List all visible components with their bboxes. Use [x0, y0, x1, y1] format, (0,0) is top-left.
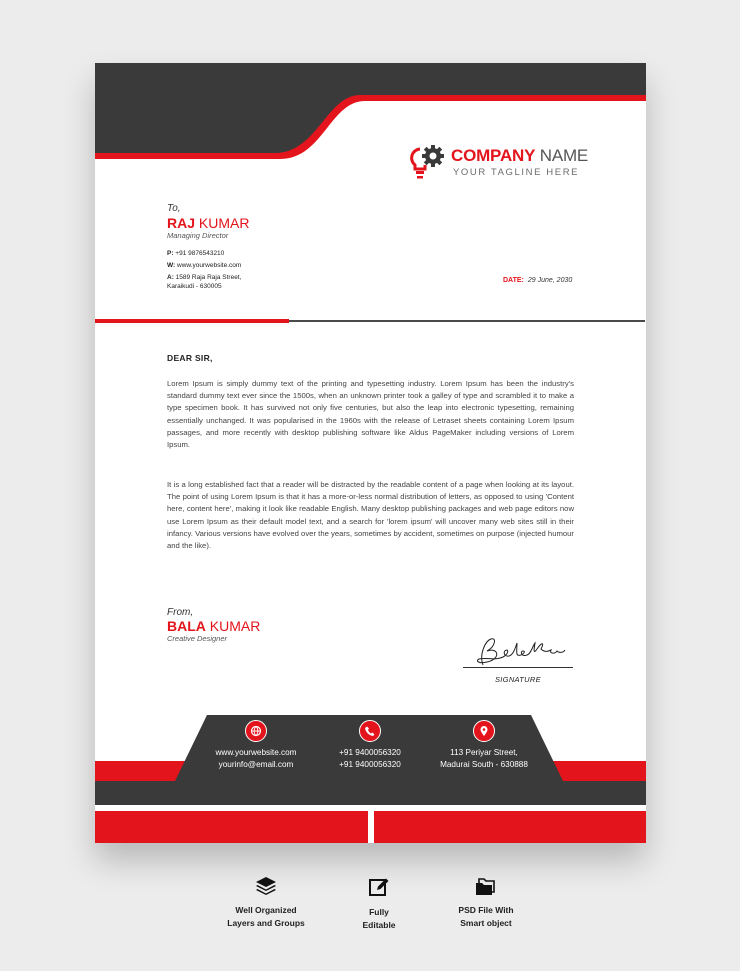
- sender-title: Creative Designer: [167, 634, 228, 643]
- folder-icon: [475, 876, 497, 896]
- company-name-bold: COMPANY: [451, 146, 536, 165]
- footer-web-contact: [191, 747, 321, 771]
- body-paragraph-2: It is a long established fact that a reader will be distracted by the readable content of a page when looking at its layout. The point of using Lorem Ipsum is that it has a more-or-less normal distribution of letters, as opposed to using 'Content here, content here', making it look like readable English. Many desktop publishing packages and web page editors now use Lorem Ipsum as their default model text, and a search for 'lorem ipsum' will uncover many web sites still in their infancy. Various versions have evolved over the years, sometimes by accident, sometimes on purpose (injected humour and the like).: [167, 480, 574, 551]
- sender-last-name: KUMAR: [205, 618, 261, 634]
- lightbulb-gear-icon: [407, 143, 447, 183]
- company-logo: [407, 143, 627, 183]
- signature-label: SIGNATURE: [495, 675, 541, 684]
- address-line-2: Karaikudi - 630005: [167, 283, 222, 290]
- location-pin-icon: [473, 720, 495, 742]
- recipient-web: [167, 261, 367, 270]
- recipient-block: [167, 203, 367, 291]
- web-label: W:: [167, 262, 176, 269]
- footer-address-line-2: Madurai South - 630888: [440, 760, 528, 769]
- date-value: 29 June, 2030: [527, 277, 573, 284]
- from-label: From,: [167, 607, 194, 618]
- company-name-rest: NAME: [535, 146, 589, 165]
- phone-value: +91 9876543210: [173, 250, 225, 257]
- body-paragraph-1: Lorem Ipsum is simply dummy text of the printing and typesetting industry. Lorem Ipsum has been the industry's standard dummy text ever since the 1500s, when an unknown printer took a galley of type and scrambled it to make a type specimen book. It has survived not only five centuries, but also the leap into electronic typesetting, remaining essentially unchanged. It was popularised in the 1960s with the release of Letraset sheets containing Lorem Ipsum passages, and more recently with desktop publishing software like Aldus PageMaker including versions of Lorem Ipsum.: [167, 379, 574, 450]
- layers-icon: [254, 876, 278, 896]
- footer-phone-1: +91 9400056320: [339, 748, 401, 757]
- recipient-phone: [167, 249, 367, 258]
- recipient-address: [167, 273, 367, 291]
- signature-line: [463, 667, 573, 668]
- letterhead-page: [95, 63, 646, 843]
- handwritten-signature: [465, 635, 575, 669]
- recipient-name: [167, 215, 367, 231]
- company-tagline: YOUR TAGLINE HERE: [453, 167, 580, 178]
- company-name: [451, 146, 588, 166]
- sender-block: [167, 607, 260, 643]
- feature-layers-label: Well Organized Layers and Groups: [227, 905, 305, 928]
- to-label: To,: [167, 203, 181, 214]
- footer-email: yourinfo@email.com: [218, 760, 294, 769]
- footer-website: www.yourwebsite.com: [215, 748, 297, 757]
- feature-psd-label: PSD File With Smart object: [458, 905, 514, 928]
- footer-address: [419, 747, 549, 771]
- divider-red: [95, 319, 289, 323]
- feature-layers: [206, 876, 326, 930]
- phone-label: P:: [167, 250, 174, 257]
- date-label: DATE:: [503, 277, 524, 284]
- globe-icon: [245, 720, 267, 742]
- feature-editable-label: Fully Editable: [362, 907, 396, 930]
- feature-psd: [426, 876, 546, 930]
- footer-phone-contact: [305, 747, 435, 771]
- footer-phone-2: +91 9400056320: [339, 760, 401, 769]
- address-label: A:: [167, 274, 174, 281]
- features-strip: [0, 876, 740, 946]
- recipient-last-name: KUMAR: [195, 215, 250, 231]
- phone-icon: [359, 720, 381, 742]
- salutation: DEAR SIR,: [167, 353, 213, 363]
- recipient-first-name: RAJ: [167, 215, 196, 231]
- edit-icon: [368, 876, 390, 898]
- recipient-title: Managing Director: [167, 231, 229, 240]
- address-line-1: 1589 Raja Raja Street,: [173, 274, 242, 281]
- sender-name: [167, 618, 260, 634]
- web-value: www.yourwebsite.com: [175, 262, 242, 269]
- footer-address-line-1: 113 Periyar Street,: [450, 748, 518, 757]
- divider-grey: [289, 320, 645, 322]
- feature-editable: [319, 876, 439, 932]
- sender-first-name: BALA: [167, 618, 206, 634]
- letter-date: [503, 277, 572, 284]
